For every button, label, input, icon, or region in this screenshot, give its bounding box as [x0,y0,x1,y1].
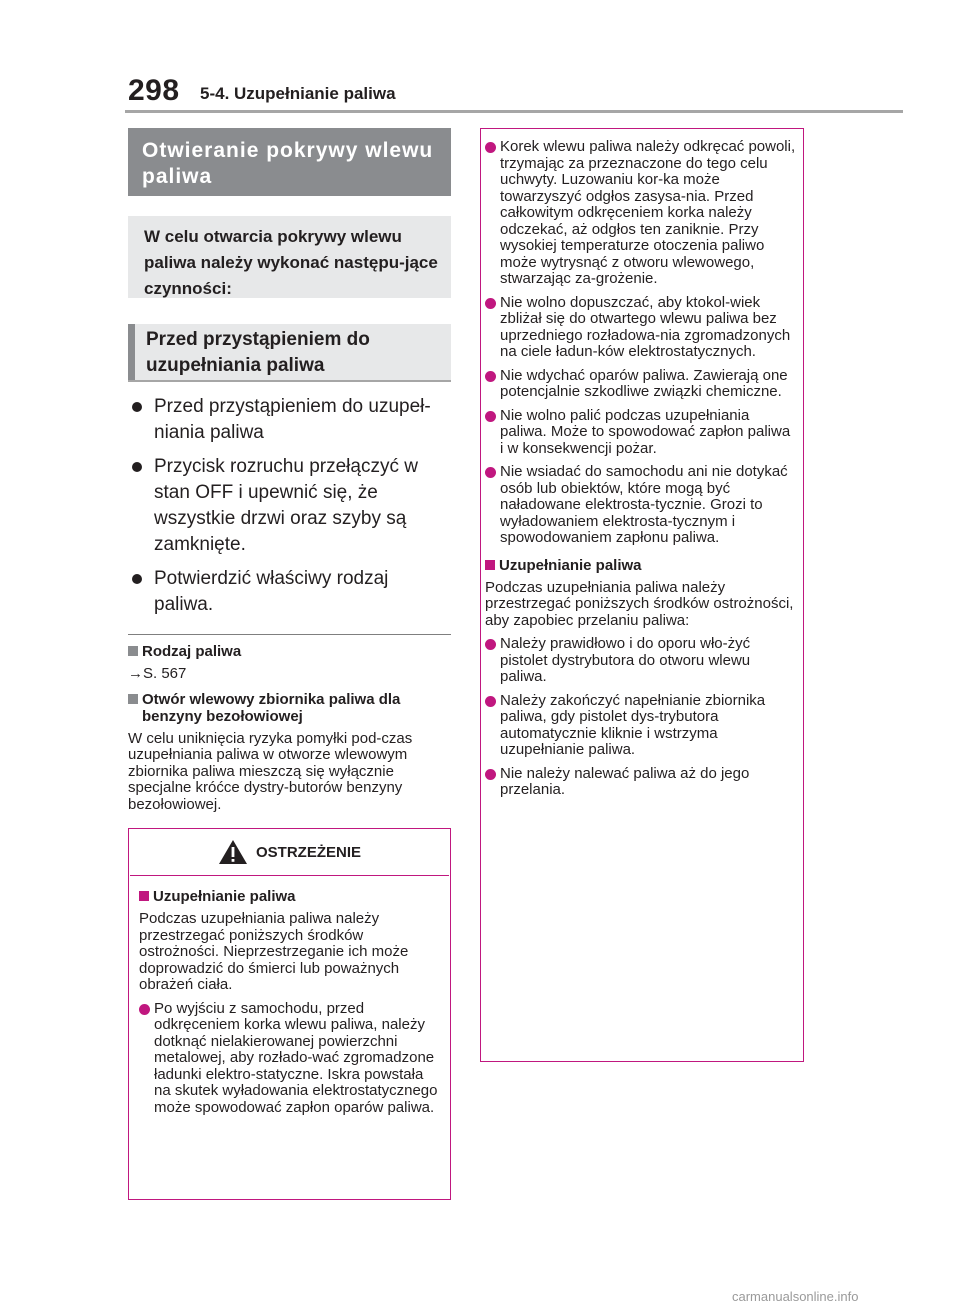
list-item-text: Przycisk rozruchu przełączyć w stan OFF i upewnić się, że wszystkie drzwi oraz szyby są zamknięte. [154,456,418,555]
left-column [128,128,451,813]
bullet-icon [485,639,496,650]
bullet-icon [485,696,496,707]
refuel-text: Podczas uzupełniania paliwa należy przestrzegać poniższych środków ostrożności, aby zapobiec przelaniu paliwa: [485,578,794,629]
fuel-type-ref: →S. 567 [128,665,187,682]
bullet-icon [485,467,496,478]
intro-box: W celu otwarcia pokrywy wlewu paliwa należy wykonać następu-jące czynności: [128,216,451,298]
page-number: 298 [128,74,180,107]
warning-box [128,828,451,1200]
bullet-icon [485,769,496,780]
refuel-heading: Uzupełnianie paliwa [485,557,797,574]
warning-triangle-icon [218,839,248,865]
sub-title-bar [128,324,135,380]
bullet-icon [485,298,496,309]
list-item: Nie wsiadać do samochodu ani nie dotykać osób lub obiektów, które mogą być naładowane elektrosta-tycznie. Grozi to wyładowaniem elektrosta-tycznym i spowodowaniem zapłonu paliwa. [485,464,797,547]
list-item: Należy zakończyć napełnianie zbiornika paliwa, gdy pistolet dys-trybutora automatycznie kliknie i wstrzyma uzupełnianie paliwa. [485,693,797,759]
bullet-icon [132,402,142,412]
list-item [132,566,451,618]
sub-title: Przed przystąpieniem do uzupełniania paliwa [135,324,451,380]
warning-heading: Uzupełnianie paliwa [139,888,442,905]
bullet-icon [132,462,142,472]
section-title: 5-4. Uzupełnianie paliwa [200,84,396,103]
list-item [132,394,451,446]
square-bullet-icon [139,891,149,901]
warning-text: Podczas uzupełniania paliwa należy przestrzegać poniższych środków ostrożności. Nieprzestrzeganie ich może doprowadzić do śmierci lub poważnych obrażeń ciała. [139,910,409,993]
watermark: carmanualsonline.info [732,1289,859,1304]
list-item: Nie należy nalewać paliwa aż do jego przelania. [485,766,797,799]
bullet-icon [132,574,142,584]
divider [128,634,451,635]
bullet-icon [139,1004,150,1015]
sub-title-box [128,324,451,380]
list-item-text: Przed przystąpieniem do uzupeł-niania paliwa [154,396,431,443]
inlet-text: W celu uniknięcia ryzyka pomyłki pod-czas uzupełniania paliwa w otworze wlewowym zbiornika paliwa mieszczą się wyłącznie specjalne króćce dystry-butorów benzyny bezołowiowej. [128,729,413,813]
caution-box [480,128,804,1062]
list-item: Należy prawidłowo i do oporu wło-żyć pistolet dystrybutora do otworu wlewu paliwa. [485,636,797,686]
band-title: Otwieranie pokrywy wlewu paliwa [128,128,451,196]
warning-label: OSTRZEŻENIE [255,843,361,861]
warning-header [130,829,449,876]
bullet-icon [485,411,496,422]
list-item: Nie wolno dopuszczać, aby ktokol-wiek zbliżał się do otwartego wlewu paliwa bez uprzedniego rozładowa-nia zgromadzonych na ciele ładun-ków elektrostatycznych. [485,295,797,361]
square-bullet-icon [485,560,495,570]
list-item: Korek wlewu paliwa należy odkręcać powoli, trzymając za przeznaczone do tego celu uchwyty. Luzowaniu kor-ka może towarzyszyć odgłos zasysa-nia. Przed całkowitym odkręceniem korka należy odczekać, aż odgłos ten zaniknie. Przy wysokiej temperaturze otoczenia paliwo może wytrysnąć z otworu wlewowego, stwarzając za-grożenie. [485,139,797,288]
square-bullet-icon [128,646,138,656]
list-item [132,454,451,558]
square-bullet-icon [128,694,138,704]
list-item: Po wyjściu z samochodu, przed odkręceniem korka wlewu paliwa, należy dotknąć nielakierowanej powierzchni metalowej, aby rozłado-wać zgromadzone ładunki elektro-statyczne. Iskra powstała na skutek wyładowania elektrostatycznego może spowodować zapłon oparów paliwa. [139,1001,442,1117]
list-item: Nie wdychać oparów paliwa. Zawierają one potencjalnie szkodliwe związki chemiczne. [485,368,797,401]
bullet-icon [485,142,496,153]
list-item-text: Potwierdzić właściwy rodzaj paliwa. [154,568,389,615]
header-rule [125,110,903,113]
list-item: Nie wolno palić podczas uzupełniania paliwa. Może to spowodować zapłon paliwa i w konsekwencji pożar. [485,408,797,458]
bullet-icon [485,371,496,382]
sub-title-rule [128,380,451,382]
fuel-type-heading: Rodzaj paliwa [128,643,451,660]
inlet-heading: Otwór wlewowy zbiornika paliwa dla benzyny bezołowiowej [128,691,451,725]
